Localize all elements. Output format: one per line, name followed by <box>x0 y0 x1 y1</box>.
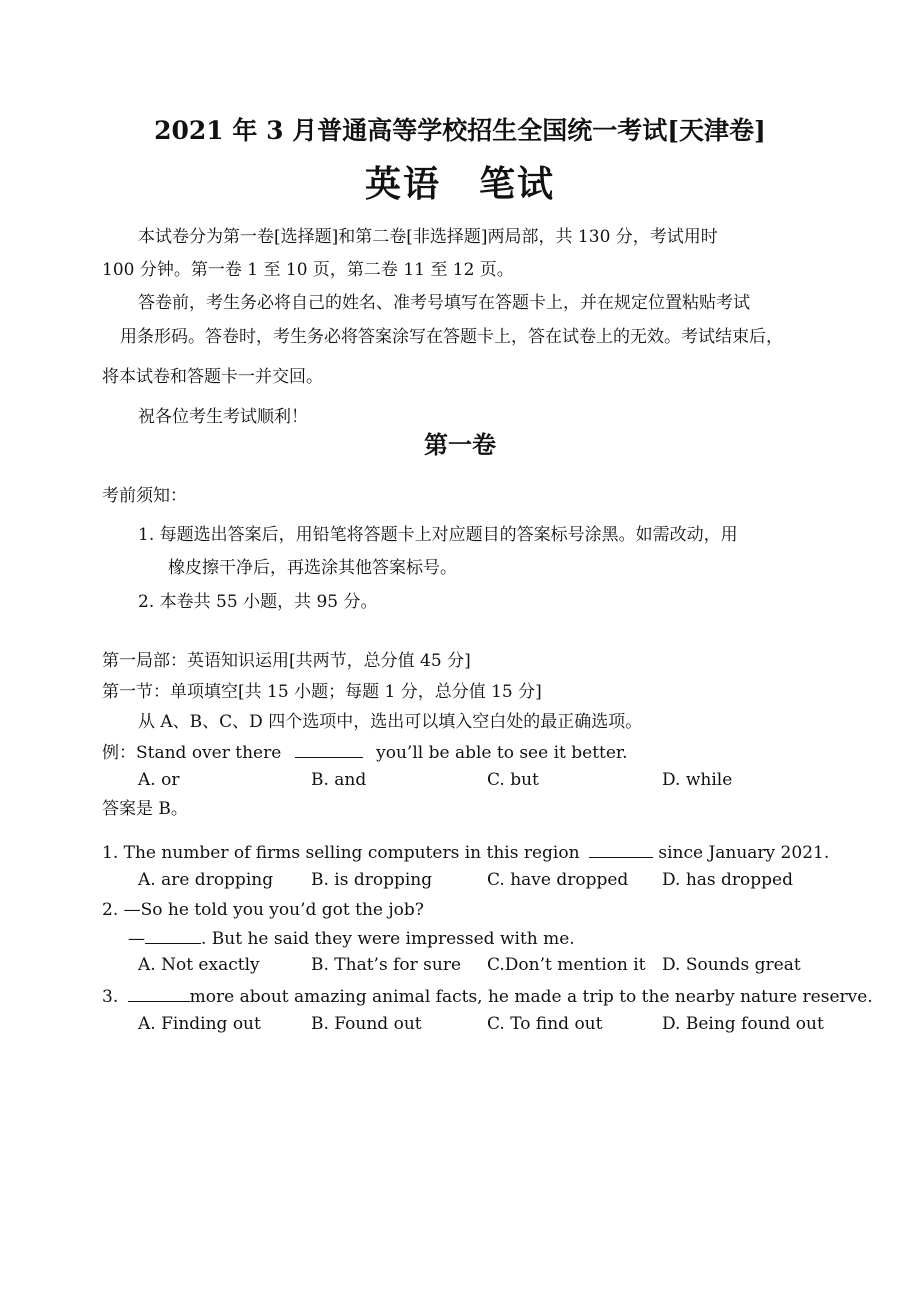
question-2-line-1: 2. —So he told you you’d got the job? <box>102 900 424 920</box>
question-2-option-c: C.Don’t mention it <box>487 955 646 975</box>
example-option-b: B. and <box>311 770 367 790</box>
intro-paragraph-2-line-2: 用条形码。答卷时，考生务必将答案涂写在答题卡上，答在试卷上的无效。考试结束后， <box>120 327 783 347</box>
question-1-stem-after: since January 2021. <box>658 843 830 863</box>
example-blank <box>295 741 363 758</box>
exam-subtitle: 英语 笔试 <box>364 163 555 205</box>
notice-item-2: 2. 本卷共 55 小题，共 95 分。 <box>138 592 378 612</box>
question-2-line-2 <box>128 927 575 950</box>
question-1-option-d: D. has dropped <box>662 870 793 890</box>
sub-heading: 第一节：单项填空[共 15 小题；每题 1 分，总分值 15 分] <box>102 682 542 702</box>
example-answer: 答案是 B。 <box>102 799 188 819</box>
question-3-stem <box>102 985 873 1008</box>
part-heading: 第一局部：英语知识运用[共两节，总分值 45 分] <box>102 651 471 671</box>
exam-title: 2021 年 3 月普通高等学校招生全国统一考试[天津卷] <box>154 116 766 145</box>
intro-paragraph-1-line-1: 本试卷分为第一卷[选择题]和第二卷[非选择题]两局部，共 130 分，考试用时 <box>138 227 718 247</box>
question-1-option-b: B. is dropping <box>311 870 433 890</box>
question-2-option-a: A. Not exactly <box>138 955 260 975</box>
question-3-stem-after: more about amazing animal facts, he made a trip to the nearby nature reserve. <box>189 987 873 1007</box>
notice-item-1-line-2: 橡皮擦干净后，再选涂其他答案标号。 <box>168 558 457 578</box>
question-3-option-a: A. Finding out <box>138 1014 261 1034</box>
intro-paragraph-2-line-1: 答卷前，考生务必将自己的姓名、准考号填写在答题卡上，并在规定位置粘贴考试 <box>138 293 750 313</box>
question-3-option-c: C. To find out <box>487 1014 603 1034</box>
question-2-option-b: B. That’s for sure <box>311 955 462 975</box>
example-option-a: A. or <box>138 770 180 790</box>
question-1-stem-before: 1. The number of firms selling computers in this region <box>102 843 580 863</box>
question-1-option-a: A. are dropping <box>138 870 274 890</box>
question-2-option-d: D. Sounds great <box>662 955 801 975</box>
question-2-dash: — <box>128 929 145 949</box>
question-1-option-c: C. have dropped <box>487 870 629 890</box>
question-1-blank <box>589 841 653 858</box>
intro-paragraph-1-line-2: 100 分钟。第一卷 1 至 10 页，第二卷 11 至 12 页。 <box>102 260 514 280</box>
example-stem-suffix: you’ll be able to see it better. <box>376 743 628 763</box>
example-stem-prefix: 例：Stand over there <box>102 743 282 763</box>
intro-good-luck: 祝各位考生考试顺利！ <box>138 407 308 427</box>
example-option-d: D. while <box>662 770 733 790</box>
question-2-line-2-after: . But he said they were impressed with me. <box>201 929 575 949</box>
section-title: 第一卷 <box>424 430 496 459</box>
question-2-blank <box>145 927 201 944</box>
notice-heading: 考前须知： <box>102 486 187 506</box>
question-1-stem <box>102 841 829 864</box>
question-3-blank <box>128 985 190 1002</box>
question-3-option-d: D. Being found out <box>662 1014 824 1034</box>
example-option-c: C. but <box>487 770 539 790</box>
notice-item-1-line-1: 1. 每题选出答案后，用铅笔将答题卡上对应题目的答案标号涂黑。如需改动，用 <box>138 525 738 545</box>
intro-paragraph-2-line-3: 将本试卷和答题卡一并交回。 <box>102 367 323 387</box>
instruction: 从 A、B、C、D 四个选项中，选出可以填入空白处的最正确选项。 <box>138 712 643 732</box>
example-stem <box>102 741 628 764</box>
question-3-option-b: B. Found out <box>311 1014 422 1034</box>
question-3-number: 3. <box>102 987 119 1007</box>
